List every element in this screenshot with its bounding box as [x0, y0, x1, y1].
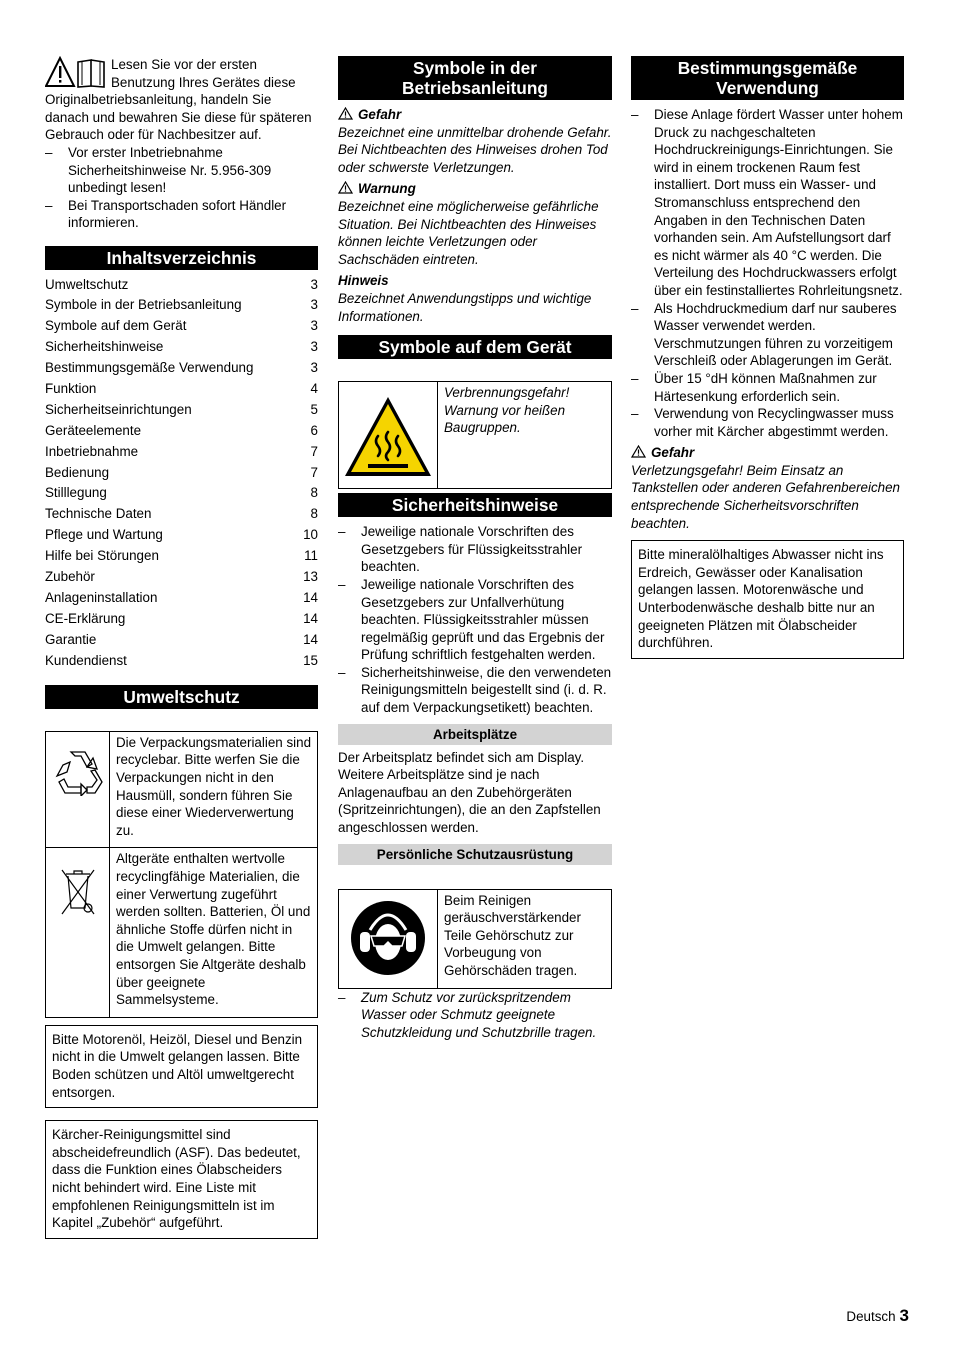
warning-triangle-icon: [45, 56, 107, 90]
psa-heading: Persönliche Schutzausrüstung: [338, 844, 612, 865]
toc-entry[interactable]: [45, 504, 318, 525]
toc-entry-page: 8: [310, 506, 318, 522]
recycling-icon: [51, 746, 105, 796]
psa-list: [338, 989, 612, 1042]
toc-entry-label: Zubehör: [45, 569, 95, 585]
arbeitsplaetze-text: Der Arbeitsplatz befindet sich am Display. Weitere Arbeitsplätze sind je nach Anlagenaufbau an den Zubehörgeräten (Spritzeinrichtungen), die an den Zapfstellen angeschlossen werden.: [338, 749, 601, 836]
oel-hinweis-box: [45, 1025, 318, 1108]
crossed-bin-icon: [58, 864, 98, 918]
list-item: – Als Hochdruckmedium darf nur sauberes Wasser verwendet werden. Verschmutzungen führen zu vorzeitigem Verschleiß oder Ablagerungen im Gerät.: [631, 300, 904, 370]
list-item: – Jeweilige nationale Vorschriften des Gesetzgebers für Flüssigkeitsstrahler beachten.: [338, 523, 612, 576]
toc-entry[interactable]: [45, 378, 318, 399]
table-row: [339, 889, 612, 988]
toc-entry-label: Umweltschutz: [45, 276, 129, 292]
intro-text: Lesen Sie vor der ersten Benutzung Ihres Gerätes diese Originalbetriebsanleitung, handeln Sie danach und bewahren Sie diese für späteren Gebrauch oder für Nachbesitzer auf.: [45, 57, 312, 143]
list-item: – Jeweilige nationale Vorschriften des Gesetzgebers zur Unfallverhütung beachten. Flüssigkeitsstrahler müssen regelmäßig geprüft und das Ergebnis der Prüfung schriftlich festgehalten werden.: [338, 576, 612, 664]
symbole-anleitung-heading: Symbole in der Betriebsanleitung: [338, 56, 612, 100]
toc-entry-label: Anlageninstallation: [45, 589, 158, 605]
list-item: – Zum Schutz vor zurückspritzendem Wasser oder Schmutz geeignete Schutzkleidung und Schutzbrille tragen.: [338, 989, 612, 1042]
toc-entry[interactable]: [45, 587, 318, 608]
warning-triangle-icon: [338, 107, 353, 120]
toc-entry-page: 13: [303, 569, 318, 585]
warning-triangle-icon: [338, 181, 353, 194]
umweltschutz-heading: Umweltschutz: [45, 685, 318, 709]
toc-entry-label: Stilllegung: [45, 485, 107, 501]
list-item: – Sicherheitshinweise, die den verwendeten Reinigungsmitteln beigestellt sind (i. d. R. auf dem Verpackungsetikett) beachten.: [338, 664, 612, 717]
toc-entry-page: 14: [303, 631, 318, 647]
gefahr-label: [338, 106, 612, 124]
toc-entry-label: Funktion: [45, 381, 97, 397]
toc-entry-page: 5: [310, 401, 318, 417]
toc-entry-page: 3: [310, 318, 318, 334]
intro-list: [45, 144, 318, 232]
warnung-label: [338, 180, 612, 198]
warnung-label-text: Warnung: [358, 181, 416, 197]
toc-entry-label: Inbetriebnahme: [45, 443, 139, 459]
toc-entry[interactable]: [45, 650, 318, 671]
hinweis-label: Hinweis: [338, 273, 389, 289]
toc-entry[interactable]: [45, 629, 318, 650]
toc-entry[interactable]: [45, 337, 318, 358]
intro-section: [45, 56, 318, 232]
toc-entry-page: 7: [310, 443, 318, 459]
sicherheit-heading: Sicherheitshinweise: [338, 493, 612, 517]
footer-language: Deutsch: [846, 1309, 896, 1324]
toc-entry-page: 4: [310, 381, 318, 397]
page-number: 3: [899, 1306, 909, 1325]
toc-entry[interactable]: [45, 462, 318, 483]
asf-hinweis-text: Kärcher-Reinigungsmittel sind abscheidefreundlich (ASF). Das bedeutet, dass die Funktion eines Ölabscheiders nicht behindert wird. Eine Liste mit empfohlenen Reinigungsmitteln ist im Kapitel „Zubehör“ aufgeführt.: [52, 1127, 301, 1231]
gefahr-text: Bezeichnet eine unmittelbar drohende Gefahr. Bei Nichtbeachten des Hinweises drohen Tod oder schwerste Verletzungen.: [338, 124, 612, 175]
table-row: [46, 848, 318, 1017]
toc-heading: Inhaltsverzeichnis: [45, 246, 318, 270]
toc-entry-label: Technische Daten: [45, 506, 152, 522]
toc-entry-page: 14: [303, 589, 318, 605]
toc-entry[interactable]: [45, 358, 318, 379]
toc-entry-page: 3: [310, 276, 318, 292]
toc-entry-page: 3: [310, 339, 318, 355]
hot-surface-warning-icon: [342, 394, 434, 480]
gefahr-label-text: Gefahr: [358, 107, 402, 122]
toc-entry[interactable]: [45, 274, 318, 295]
toc-entry-label: Bestimmungsgemäße Verwendung: [45, 360, 254, 376]
toc-entry-page: 6: [310, 422, 318, 438]
table-row: [339, 382, 612, 489]
toc-entry-label: Bedienung: [45, 464, 110, 480]
toc-entry-page: 7: [310, 464, 318, 480]
psa-table: [338, 889, 612, 989]
toc-entry[interactable]: [45, 483, 318, 504]
toc-entry-page: 14: [303, 610, 318, 626]
toc-entry-label: Kundendienst: [45, 652, 127, 668]
verbrennung-text: Verbrennungsgefahr! Warnung vor heißen Baugruppen.: [438, 382, 612, 489]
toc-entry-label: Pflege und Wartung: [45, 527, 163, 543]
list-item: – Diese Anlage fördert Wasser unter hohem Druck zu nachgeschalteten Hochdruckreinigungs-Einrichtungen. Sie wird in einem trockenen Raum fest installiert. Dort muss ein Wasser- und Stromanschluss entsprechend den Angaben in den Technischen Daten vorhanden sein. Am Aufstellungsort darf es nicht wärmer als 40 °C werden. Die Verteilung des Hochdruckwassers erfolgt über ein festinstalliertes Rohrleitungsnetz.: [631, 106, 904, 300]
mineraloel-hinweis-text: Bitte mineralölhaltiges Abwasser nicht ins Erdreich, Gewässer oder Kanalisation gelangen lassen. Motorenwäsche und Unterbodenwäsche deshalb bitte nur an geeigneten Plätzen mit Ölabscheider durchführen.: [638, 547, 884, 651]
warnung-text: Bezeichnet eine möglicherweise gefährliche Situation. Bei Nichtbeachten des Hinweises können leichte Verletzungen oder Sachschäden eintreten.: [338, 198, 599, 267]
altgeraete-text: Altgeräte enthalten wertvolle recyclingfähige Materialien, die einer Verwertung zugeführt werden sollten. Batterien, Öl und ähnliche Stoffe dürfen nicht in die Umwelt gelangen. Bitte entsorgen Sie Altgeräte deshalb über geeignete Sammelsysteme.: [110, 848, 318, 1017]
mineraloel-hinweis-box: [631, 540, 904, 659]
toc-entry-page: 15: [303, 652, 318, 668]
toc-entry-page: 8: [310, 485, 318, 501]
toc-entry-page: 3: [310, 297, 318, 313]
symbole-geraet-heading: Symbole auf dem Gerät: [338, 335, 612, 359]
bestimmung-heading: Bestimmungsgemäße Verwendung: [631, 56, 904, 100]
oel-hinweis-text: Bitte Motorenöl, Heizöl, Diesel und Benzin nicht in die Umwelt gelangen lassen. Bitte Boden schützen und Altöl umweltgerecht entsorgen.: [52, 1031, 303, 1100]
asf-hinweis-box: [45, 1120, 318, 1239]
toc-entry-page: 11: [304, 548, 318, 564]
toc-entry[interactable]: [45, 525, 318, 546]
ear-eye-protection-icon: [350, 900, 426, 976]
book-icon: [78, 60, 104, 87]
umweltschutz-symbol-table: [45, 731, 318, 1018]
list-item: – Verwendung von Recyclingwasser muss vorher mit Kärcher abgestimmt werden.: [631, 405, 904, 440]
gefahr-label: [631, 444, 904, 462]
toc-entry-label: Sicherheitshinweise: [45, 339, 164, 355]
toc-entry-label: Symbole auf dem Gerät: [45, 318, 187, 334]
toc-entry-label: Hilfe bei Störungen: [45, 548, 159, 564]
symbole-geraet-table: [338, 381, 612, 489]
toc-entry-page: 10: [303, 527, 318, 543]
toc-entry[interactable]: [45, 316, 318, 337]
sicherheit-list: [338, 523, 612, 717]
list-item: – Über 15 °dH können Maßnahmen zur Härtesenkung erforderlich sein.: [631, 370, 904, 405]
column-middle: [338, 56, 612, 1041]
toc-entry[interactable]: [45, 295, 318, 316]
column-right: [631, 56, 904, 659]
toc-entry-page: 3: [310, 360, 318, 376]
arbeitsplaetze-heading: Arbeitsplätze: [338, 724, 612, 745]
toc-entry[interactable]: [45, 546, 318, 567]
toc-entry-label: Garantie: [45, 631, 97, 647]
toc-entry-label: Symbole in der Betriebsanleitung: [45, 297, 242, 313]
toc-entry-label: CE-Erklärung: [45, 610, 126, 626]
column-left: [45, 56, 318, 1239]
recycling-text: Die Verpackungsmaterialien sind recyclebar. Bitte werfen Sie die Verpackungen nicht in den Hausmüll, sondern führen Sie diese einer Wiederverwertung zu.: [110, 731, 318, 848]
toc-entry-label: Sicherheitseinrichtungen: [45, 401, 192, 417]
gefahr-label-text: Gefahr: [651, 445, 695, 461]
toc-table: [45, 274, 318, 671]
page-footer: [846, 1307, 909, 1326]
toc-entry[interactable]: [45, 420, 318, 441]
psa-text: Beim Reinigen geräuschverstärkender Teile Gehörschutz zur Vorbeugung von Gehörschäden tragen.: [438, 889, 612, 988]
toc-entry[interactable]: [45, 441, 318, 462]
verletzungsgefahr-text: Verletzungsgefahr! Beim Einsatz an Tankstellen oder anderen Gefahrenbereichen entsprechende Sicherheitsvorschriften beachten.: [631, 462, 900, 531]
warning-triangle-icon: [631, 445, 646, 458]
table-row: [46, 731, 318, 848]
list-item: – Vor erster Inbetriebnahme Sicherheitshinweise Nr. 5.956-309 unbedingt lesen!: [45, 144, 318, 197]
toc-entry[interactable]: [45, 566, 318, 587]
toc-entry[interactable]: [45, 399, 318, 420]
toc-entry[interactable]: [45, 608, 318, 629]
hinweis-text: Bezeichnet Anwendungstipps und wichtige Informationen.: [338, 290, 592, 324]
toc-entry-label: Geräteelemente: [45, 422, 142, 438]
list-item: – Bei Transportschaden sofort Händler informieren.: [45, 197, 318, 232]
bestimmung-list: [631, 106, 904, 440]
